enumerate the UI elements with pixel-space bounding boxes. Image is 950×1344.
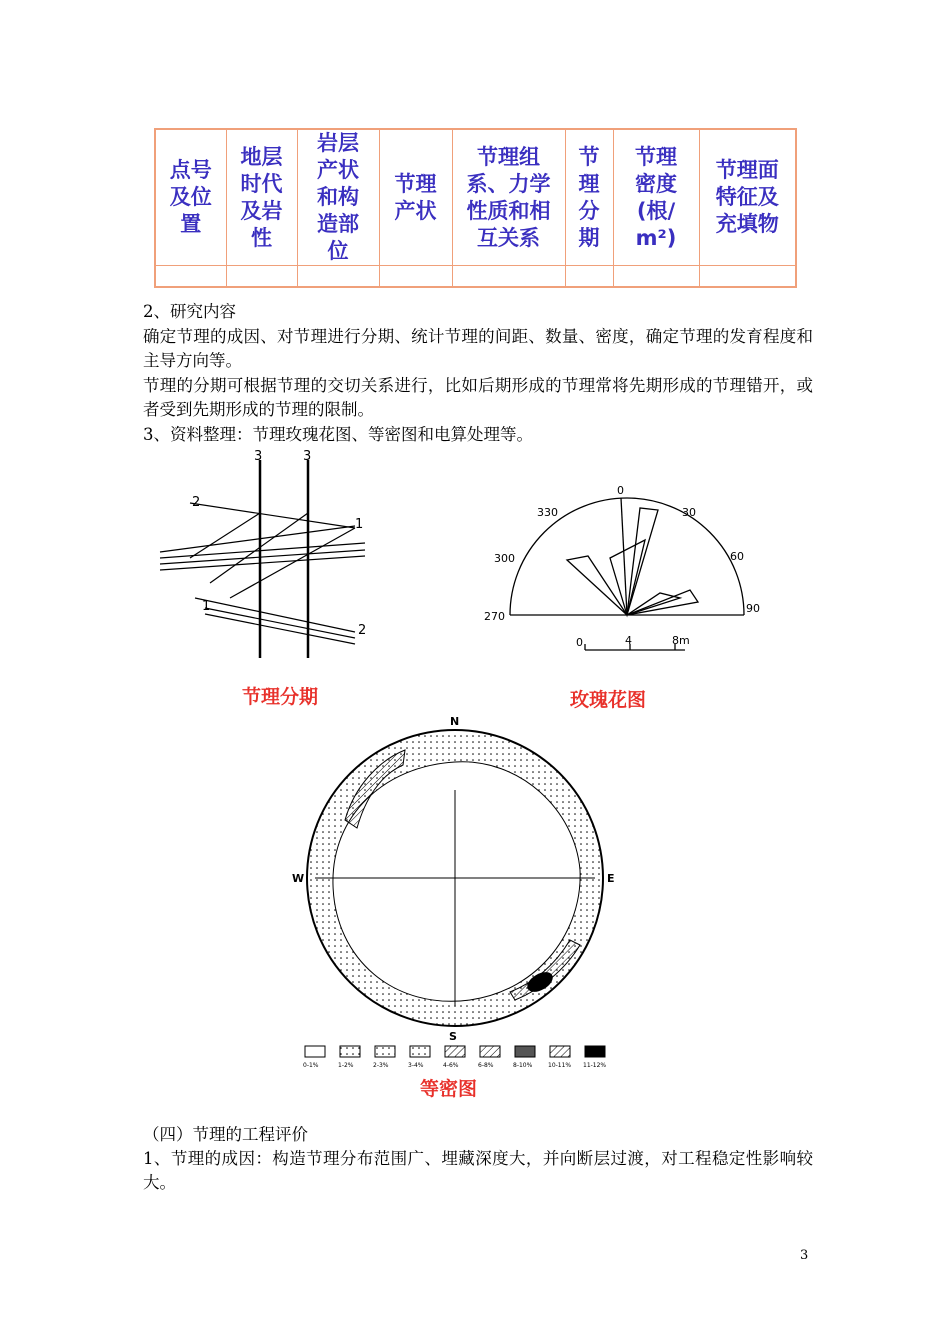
table-cell: [379, 266, 452, 288]
legend-label: 10-11%: [548, 1062, 572, 1069]
header-cell: 节 理 分 期: [565, 129, 613, 266]
joint-line: [160, 526, 355, 552]
figure-caption: 等密图: [420, 1078, 478, 1100]
rose-petal: [627, 508, 658, 615]
legend-swatch: [410, 1046, 430, 1057]
rose-angle-label: 300: [494, 552, 515, 565]
section-heading: 3、资料整理：节理玫瑰花图、等密图和电算处理等。: [143, 425, 533, 444]
rose-diagram: [480, 478, 770, 663]
table-cell: [226, 266, 297, 288]
staging-label: 1: [202, 599, 211, 614]
staging-label: 1: [355, 517, 364, 532]
joint-line: [205, 608, 355, 638]
legend-label: 2-3%: [373, 1062, 389, 1069]
header-cell: 地层 时代 及岩 性: [226, 129, 297, 266]
rose-angle-label: 30: [682, 506, 696, 519]
table-cell: [565, 266, 613, 288]
paragraph: 1、节理的成因：构造节理分布范围广、埋藏深度大，并向断层过渡，对工程稳定性影响较大。: [143, 1149, 813, 1192]
legend-swatch: [445, 1046, 465, 1057]
section-heading: 2、研究内容: [143, 302, 236, 321]
rose-angle-label: 60: [730, 550, 744, 563]
table-cell: [699, 266, 796, 288]
legend-label: 0-1%: [303, 1062, 319, 1069]
direction-label: S: [449, 1030, 457, 1043]
staging-label: 2: [192, 495, 201, 510]
legend-swatch: [305, 1046, 325, 1057]
page-number: 3: [800, 1248, 809, 1263]
legend-label: 3-4%: [408, 1062, 424, 1069]
header-cell: 点号 及位 置: [155, 129, 226, 266]
rose-angle-label: 270: [484, 610, 505, 623]
legend-label: 11-12%: [583, 1062, 607, 1069]
joint-survey-table: [154, 128, 797, 288]
paragraph: 节理的分期可根据节理的交切关系进行，比如后期形成的节理常将先期形成的节理错开，或者受到先期形成的节理的限制。: [143, 376, 813, 419]
table-cell: [297, 266, 379, 288]
scale-label: 0: [576, 636, 583, 649]
legend-swatch: [340, 1046, 360, 1057]
staging-label: 2: [358, 623, 367, 638]
header-cell: 岩层 产状 和构 造部 位: [297, 129, 379, 266]
header-cell: 节理面 特征及 充填物: [699, 129, 796, 266]
legend-swatch: [375, 1046, 395, 1057]
joint-staging-figure: [150, 448, 380, 663]
joint-line: [230, 528, 355, 598]
direction-label: N: [450, 715, 460, 728]
joint-line: [190, 503, 355, 528]
table-row: [155, 266, 796, 288]
joint-line: [195, 598, 355, 632]
table-cell: [452, 266, 565, 288]
direction-label: E: [607, 872, 615, 885]
stereonet-diagram: [285, 710, 635, 1070]
figure-caption: 节理分期: [242, 686, 319, 708]
rose-angle-label: 330: [537, 506, 558, 519]
rose-angle-label: 0: [617, 484, 624, 497]
direction-label: W: [292, 872, 305, 885]
legend-swatch: [585, 1046, 605, 1057]
table-cell: [155, 266, 226, 288]
figure-caption: 玫瑰花图: [570, 689, 647, 711]
legend-label: 8-10%: [513, 1062, 533, 1069]
legend-label: 4-6%: [443, 1062, 459, 1069]
rose-angle-label: 90: [746, 602, 760, 615]
staging-label: 3: [254, 449, 263, 464]
header-cell: 节理 密度 (根/ m²): [613, 129, 699, 266]
joint-line: [205, 614, 355, 644]
scale-label: 4: [625, 634, 632, 647]
legend-label: 6-8%: [478, 1062, 494, 1069]
legend-swatch: [550, 1046, 570, 1057]
staging-label: 3: [303, 449, 312, 464]
section-heading: （四）节理的工程评价: [143, 1125, 308, 1144]
paragraph: 确定节理的成因、对节理进行分期、统计节理的间距、数量、密度，确定节理的发育程度和主导方向等。: [143, 327, 813, 370]
table-header-row: [155, 129, 796, 266]
header-cell: 节理组 系、力学 性质和相 互关系: [452, 129, 565, 266]
legend-swatch: [480, 1046, 500, 1057]
scale-label: 8m: [672, 634, 690, 647]
header-cell: 节理 产状: [379, 129, 452, 266]
legend-swatch: [515, 1046, 535, 1057]
legend-label: 1-2%: [338, 1062, 354, 1069]
density-legend: [303, 1046, 606, 1069]
table-cell: [613, 266, 699, 288]
